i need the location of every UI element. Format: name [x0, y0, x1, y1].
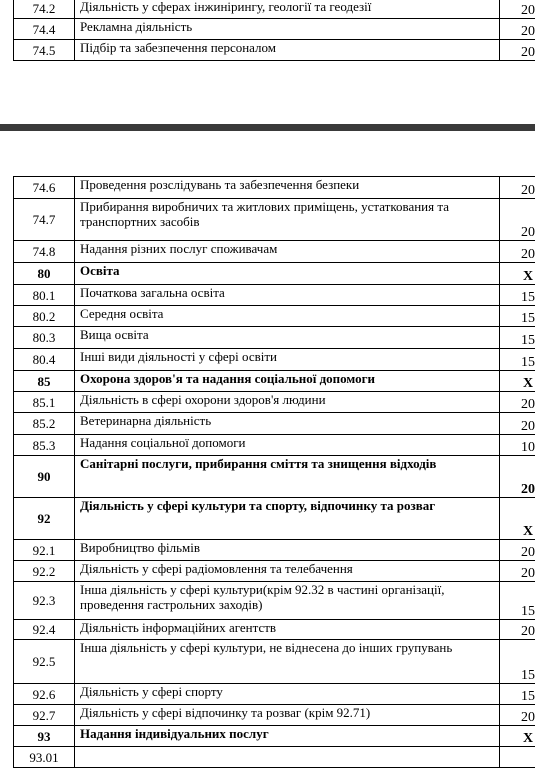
value-cell: 15 [500, 582, 535, 620]
value-cell: 20 [500, 40, 535, 61]
value-cell: 15 [500, 306, 535, 327]
table-row [14, 620, 535, 640]
table-row [14, 726, 535, 747]
code-cell: 85.2 [14, 413, 75, 435]
table-row [14, 540, 535, 561]
table-row [14, 306, 535, 327]
table-row [14, 371, 535, 392]
description-cell: Діяльність у сферах інжинірингу, геології та геодезії [75, 0, 500, 19]
code-cell: 80.2 [14, 306, 75, 327]
table-row [14, 435, 535, 456]
value-cell: 20 [500, 0, 535, 19]
value-cell: 15 [500, 684, 535, 705]
code-cell: 92.5 [14, 640, 75, 684]
description-cell: Інша діяльність у сфері культури(крім 92.32 в частині організації, проведення гастрольних заходів) [75, 582, 500, 620]
value-cell: X [500, 263, 535, 285]
description-cell: Підбір та забезпечення персоналом [75, 40, 500, 61]
activity-table-top [13, 0, 535, 61]
value-cell: 20 [500, 540, 535, 561]
code-cell: 93.01 [14, 747, 75, 768]
table-row [14, 349, 535, 371]
description-cell: Діяльність у сфері відпочинку та розваг (крім 92.71) [75, 705, 500, 726]
code-cell: 80 [14, 263, 75, 285]
description-cell: Рекламна діяльність [75, 19, 500, 40]
description-cell: Охорона здоров'я та надання соціальної допомоги [75, 371, 500, 392]
value-cell: 15 [500, 349, 535, 371]
table-row [14, 263, 535, 285]
description-cell: Санітарні послуги, прибирання сміття та знищення відходів [75, 456, 500, 498]
code-cell: 80.3 [14, 327, 75, 349]
code-cell: 92 [14, 498, 75, 540]
code-cell: 74.8 [14, 241, 75, 263]
page-break-divider [0, 124, 535, 131]
table-row [14, 19, 535, 40]
table-row [14, 40, 535, 61]
code-cell: 92.4 [14, 620, 75, 640]
value-cell [500, 747, 535, 768]
description-cell: Діяльність у сфері спорту [75, 684, 500, 705]
value-cell: X [500, 726, 535, 747]
description-cell: Освіта [75, 263, 500, 285]
code-cell: 74.4 [14, 19, 75, 40]
table-row [14, 582, 535, 620]
table-row [14, 0, 535, 19]
table-row [14, 392, 535, 413]
value-cell: 10 [500, 435, 535, 456]
description-cell: Надання різних послуг споживачам [75, 241, 500, 263]
description-cell: Діяльність інформаційних агентств [75, 620, 500, 640]
activity-table-main [13, 176, 535, 768]
value-cell: 20 [500, 413, 535, 435]
table-row [14, 177, 535, 199]
code-cell: 74.5 [14, 40, 75, 61]
code-cell: 92.6 [14, 684, 75, 705]
description-cell: Діяльність у сфері культури та спорту, відпочинку та розваг [75, 498, 500, 540]
description-cell: Інша діяльність у сфері культури, не віднесена до інших групувань [75, 640, 500, 684]
table-row [14, 705, 535, 726]
table-row [14, 413, 535, 435]
value-cell: 20 [500, 456, 535, 498]
description-cell: Виробництво фільмів [75, 540, 500, 561]
value-cell: 20 [500, 241, 535, 263]
description-cell: Середня освіта [75, 306, 500, 327]
description-cell: Прибирання виробничих та житлових приміщень, устаткования та транспортних засобів [75, 199, 500, 241]
table-row [14, 561, 535, 582]
value-cell: 20 [500, 392, 535, 413]
table-row [14, 684, 535, 705]
code-cell: 92.1 [14, 540, 75, 561]
table-row [14, 747, 535, 768]
code-cell: 85.3 [14, 435, 75, 456]
value-cell: 20 [500, 620, 535, 640]
description-cell: Ветеринарна діяльність [75, 413, 500, 435]
description-cell: Вища освіта [75, 327, 500, 349]
table-row [14, 498, 535, 540]
code-cell: 85.1 [14, 392, 75, 413]
table-row [14, 199, 535, 241]
table-row [14, 285, 535, 306]
description-cell: Надання індивідуальних послуг [75, 726, 500, 747]
value-cell: 20 [500, 561, 535, 582]
table-row [14, 640, 535, 684]
description-cell: Надання соціальної допомоги [75, 435, 500, 456]
code-cell: 74.2 [14, 0, 75, 19]
value-cell: 15 [500, 327, 535, 349]
table-row [14, 241, 535, 263]
code-cell: 90 [14, 456, 75, 498]
description-cell: Діяльність в сфері охорони здоров'я людини [75, 392, 500, 413]
code-cell: 80.4 [14, 349, 75, 371]
description-cell: Діяльність у сфері радіомовлення та телебачення [75, 561, 500, 582]
description-cell [75, 747, 500, 768]
table-row [14, 456, 535, 498]
value-cell: X [500, 498, 535, 540]
description-cell: Початкова загальна освіта [75, 285, 500, 306]
value-cell: 20 [500, 19, 535, 40]
code-cell: 92.3 [14, 582, 75, 620]
code-cell: 85 [14, 371, 75, 392]
code-cell: 93 [14, 726, 75, 747]
code-cell: 92.7 [14, 705, 75, 726]
value-cell: 20 [500, 199, 535, 241]
table-row [14, 327, 535, 349]
value-cell: 15 [500, 285, 535, 306]
code-cell: 74.7 [14, 199, 75, 241]
value-cell: 15 [500, 640, 535, 684]
description-cell: Інші види діяльності у сфері освіти [75, 349, 500, 371]
code-cell: 92.2 [14, 561, 75, 582]
description-cell: Проведення розслідувань та забезпечення безпеки [75, 177, 500, 199]
value-cell: 20 [500, 705, 535, 726]
value-cell: X [500, 371, 535, 392]
code-cell: 74.6 [14, 177, 75, 199]
code-cell: 80.1 [14, 285, 75, 306]
value-cell: 20 [500, 177, 535, 199]
